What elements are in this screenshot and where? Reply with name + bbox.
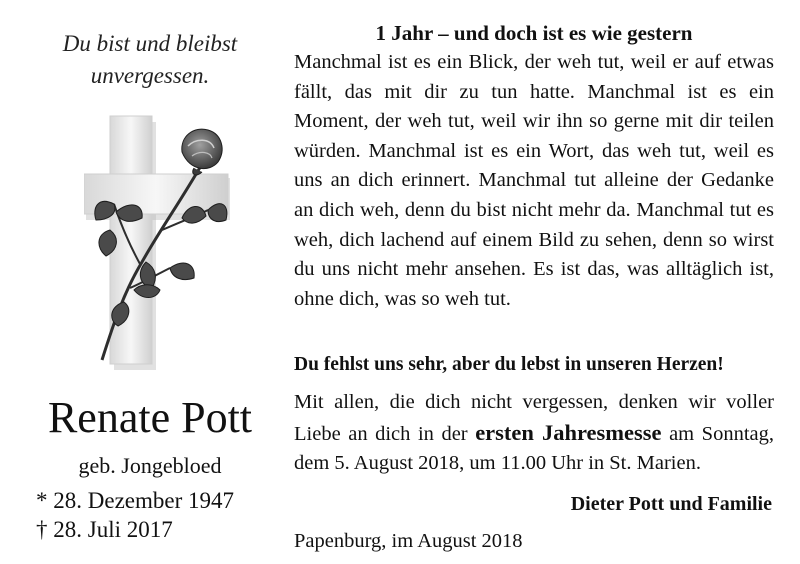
mass-announcement [294, 388, 774, 479]
signature: Dieter Pott und Familie [570, 493, 772, 515]
birth-name: geb. Jongebloed [78, 453, 222, 478]
death-date: † 28. Juli 2017 [36, 517, 173, 542]
place-and-date: Papenburg, im August 2018 [294, 530, 523, 552]
headline: 1 Jahr – und doch ist es wie gestern [375, 21, 693, 45]
announcement-text-start: Mit allen, die dich nicht vergessen, denken wir voller Liebe an dich in der [294, 391, 774, 445]
birth-date: * 28. Dezember 1947 [36, 488, 234, 513]
left-column [0, 0, 300, 564]
life-dates [36, 486, 296, 544]
deceased-name: Renate Pott [47, 393, 253, 442]
motto [0, 28, 300, 92]
memorial-text: Manchmal ist es ein Blick, der weh tut, weil er auf etwas fällt, das mit dir zu tun hatte. Manchmal ist es ein Moment, der weh tut, weil wir ihn so gerne mit dir teilen würden. Manchmal ist es ein Wort, das weh tut, weil es uns an dich erinnert. Manchmal tut alleine der Gedanke an dich weh, denn du bist nicht mehr da. Manchmal tut es weh, dich lachend auf einem Bild zu sehen, denn so wirst du uns nicht mehr ansehen. Es ist das, was alltäglich ist, ohne dich, was so weh tut. [294, 51, 774, 310]
mass-name: ersten Jahresmesse [475, 419, 662, 445]
cross-with-rose-icon [84, 112, 234, 374]
motto-line-1: Du bist und bleibst [62, 31, 238, 56]
motto-line-2: unvergessen. [90, 63, 210, 88]
rose-bloom [182, 129, 222, 175]
tagline: Du fehlst uns sehr, aber du lebst in unseren Herzen! [294, 354, 724, 375]
announcement-text-end: am Sonntag, dem 5. August 2018, um 11.00 Uhr in St. Marien. [294, 422, 774, 475]
